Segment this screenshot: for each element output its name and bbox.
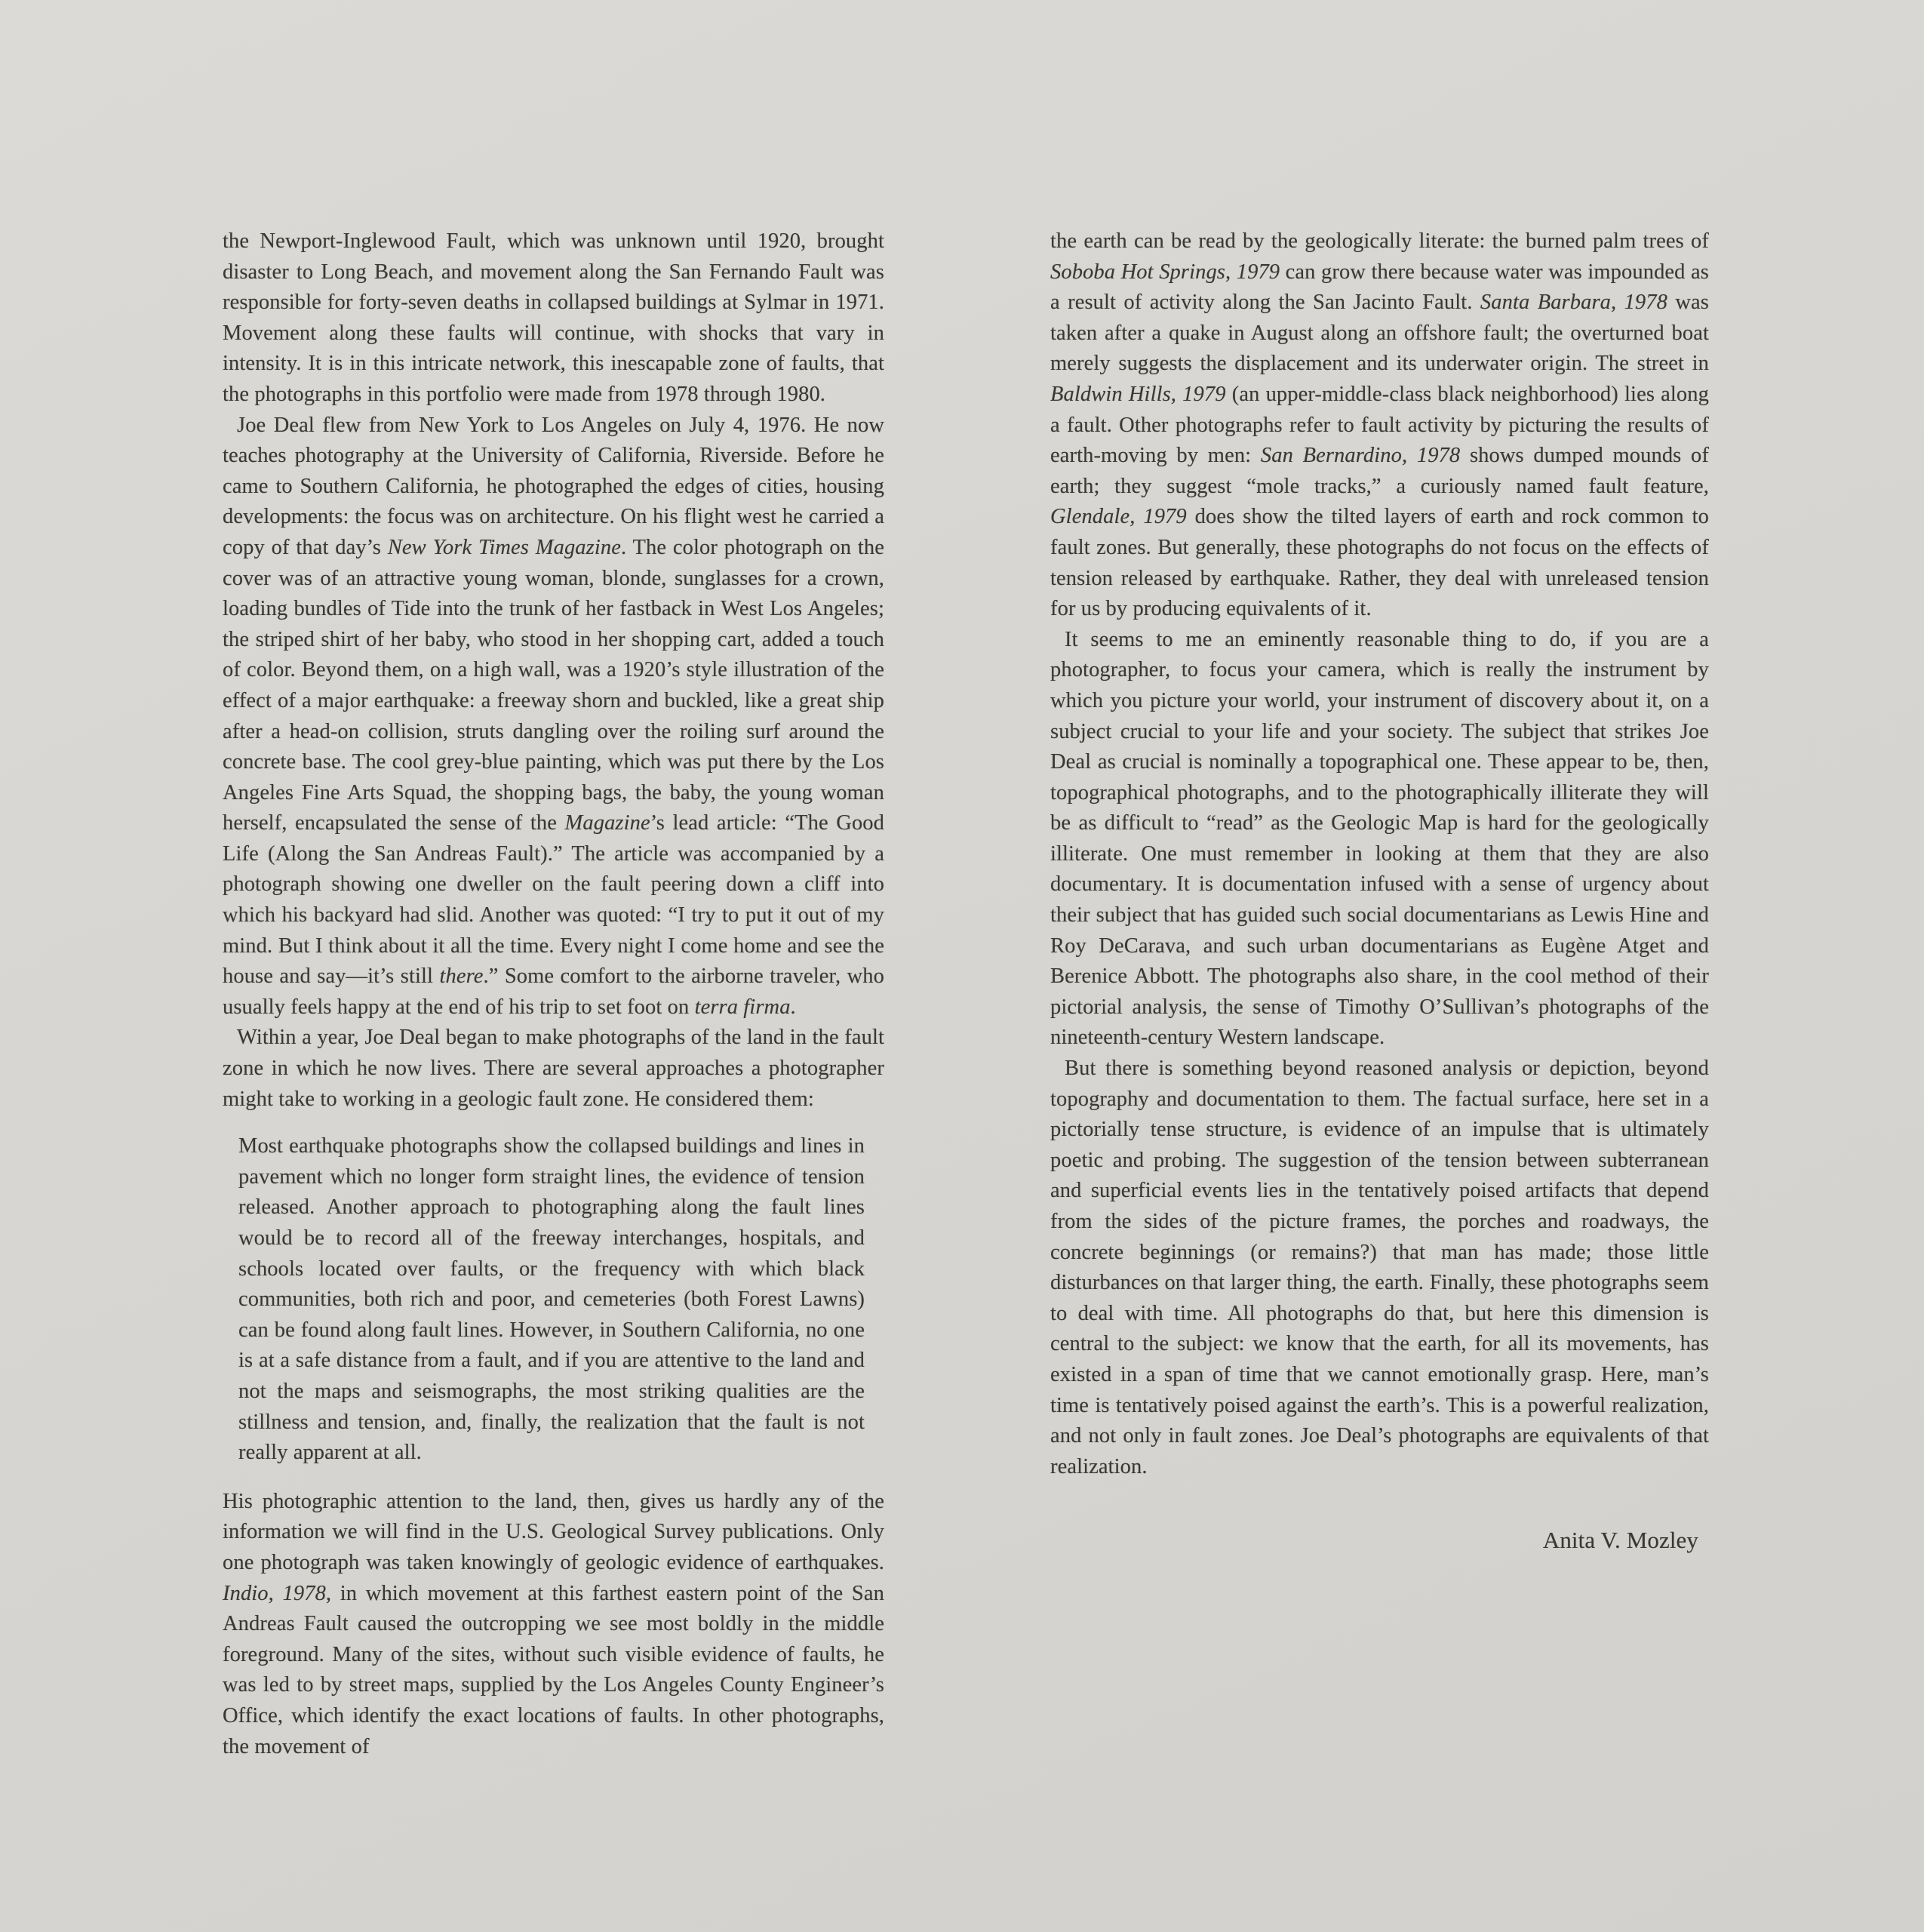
- paragraph: Within a year, Joe Deal began to make photographs of the land in the fault zone in which he now lives. There are several approaches a photographer might take to working in a geologic fault zone. He considered them:: [223, 1026, 884, 1111]
- text-column-left: [223, 226, 884, 1762]
- paragraph: the earth can be read by the geologically literate: the burned palm trees of Soboba Hot Springs, 1979 can grow there because water was impounded as a result of activity along the San Jacinto Fault. Santa Barbara, 1978 was taken after a quake in August along an offshore fault; the overturned boat merely suggests the displacement and its underwater origin. The street in Baldwin Hills, 1979 (an upper-middle-class black neighborhood) lies along a fault. Other photographs refer to fault activity by picturing the results of earth-moving by men: San Bernardino, 1978 shows dumped mounds of earth; they suggest “mole tracks,” a curiously named fault feature, Glendale, 1979 does show the tilted layers of earth and rock common to fault zones. But generally, these photographs do not focus on the effects of tension released by earthquake. Rather, they deal with unreleased tension for us by producing equivalents of it.: [1050, 229, 1709, 621]
- italic-title: Baldwin Hills, 1979: [1050, 382, 1226, 406]
- paragraph: His photographic attention to the land, then, gives us hardly any of the information we will find in the U.S. Geological Survey publications. Only one photograph was taken knowingly of geologic evidence of earthquakes. Indio, 1978, in which movement at this farthest eastern point of the San Andreas Fault caused the outcropping we see most boldly in the middle foreground. Many of the sites, without such visible evidence of faults, he was led to by street maps, supplied by the Los Angeles County Engineer’s Office, which identify the exact locations of faults. In other photographs, the movement of: [223, 1489, 884, 1758]
- italic-title: Magazine: [564, 811, 650, 835]
- italic-title: Soboba Hot Springs, 1979: [1050, 260, 1280, 284]
- paragraph: Joe Deal flew from New York to Los Angeles on July 4, 1976. He now teaches photography at the University of California, Riverside. Before he came to Southern California, he photographed the edges of cities, housing developments: the focus was on architecture. On his flight west he carried a copy of that day’s New York Times Magazine. The color photograph on the cover was of an attractive young woman, blonde, sunglasses for a crown, loading bundles of Tide into the trunk of her fastback in West Los Angeles; the striped shirt of her baby, who stood in her shopping cart, added a touch of color. Beyond them, on a high wall, was a 1920’s style illustration of the effect of a major earthquake: a freeway shorn and buckled, like a great ship after a head-on collision, struts dangling over the roiling surf around the concrete base. The cool grey-blue painting, which was put there by the Los Angeles Fine Arts Squad, the shopping bags, the baby, the young woman herself, encapsulated the sense of the Magazine’s lead article: “The Good Life (Along the San Andreas Fault).” The article was accompanied by a photograph showing one dweller on the fault peering down a cliff into which his backyard had slid. Another was quoted: “I try to put it out of my mind. But I think about it all the time. Every night I come home and see the house and say—it’s still there.” Some comfort to the airborne traveler, who usually feels happy at the end of his trip to set foot on terra firma.: [223, 413, 884, 1019]
- italic-title: there: [439, 964, 484, 989]
- italic-title: Indio, 1978: [223, 1581, 326, 1605]
- italic-title: Santa Barbara, 1978: [1480, 291, 1667, 315]
- italic-title: San Bernardino, 1978: [1260, 444, 1461, 468]
- italic-title: Glendale, 1979: [1050, 505, 1187, 529]
- paragraph: But there is something beyond reasoned analysis or depiction, beyond topography and documentation to them. The factual surface, here set in a pictorially tense structure, is evidence of an impulse that is ultimately poetic and probing. The suggestion of the tension between subterranean and superficial events lies in the tentatively poised artifacts that depend from the sides of the picture frames, the porches and roadways, the concrete beginnings (or remains?) that man has made; those little disturbances on that larger thing, the earth. Finally, these photographs seem to deal with time. All photographs do that, but here this dimension is central to the subject: we know that the earth, for all its movements, has existed in a span of time that we cannot emotionally grasp. Here, man’s time is tentatively poised against the earth’s. This is a powerful realization, and not only in fault zones. Joe Deal’s photographs are equivalents of that realization.: [1050, 1057, 1709, 1478]
- author-signature: Anita V. Mozley: [1542, 1527, 1698, 1554]
- paragraph: It seems to me an eminently reasonable thing to do, if you are a photographer, to focus your camera, which is really the instrument by which you picture your world, your instrument of discovery about it, on a subject crucial to your life and your society. The subject that strikes Joe Deal as crucial is nominally a topographical one. These appear to be, then, topographical photographs, and to the photographically illiterate they will be as difficult to “read” as the Geologic Map is hard for the geologically illiterate. One must remember in looking at them that they are also documentary. It is documentation infused with a sense of urgency about their subject that has guided such social documentarians as Lewis Hine and Roy DeCarava, and such urban documentarians as Eugène Atget and Berenice Abbott. The photographs also share, in the cool method of their pictorial analysis, the sense of Timothy O’Sullivan’s photographs of the nineteenth-century Western landscape.: [1050, 627, 1709, 1050]
- italic-title: New York Times Magazine: [387, 535, 621, 559]
- italic-title: terra firma: [694, 995, 791, 1019]
- block-quote: Most earthquake photographs show the collapsed buildings and lines in pavement which no longer form straight lines, the evidence of tension released. Another approach to photographing along the fault lines would be to record all of the freeway interchanges, hospitals, and schools located over faults, or the frequency with which black communities, both rich and poor, and cemeteries (both Forest Lawns) can be found along fault lines. However, in Southern California, no one is at a safe distance from a fault, and if you are attentive to the land and not the maps and seismographs, the most striking qualities are the stillness and tension, and, finally, the realization that the fault is not really apparent at all.: [238, 1134, 865, 1465]
- text-column-right: [1050, 226, 1709, 1556]
- paragraph: the Newport-Inglewood Fault, which was unknown until 1920, brought disaster to Long Beach, and movement along the San Fernando Fault was responsible for forty-seven deaths in collapsed buildings at Sylmar in 1971. Movement along these faults will continue, with shocks that vary in intensity. It is in this intricate network, this inescapable zone of faults, that the photographs in this portfolio were made from 1978 through 1980.: [223, 229, 884, 406]
